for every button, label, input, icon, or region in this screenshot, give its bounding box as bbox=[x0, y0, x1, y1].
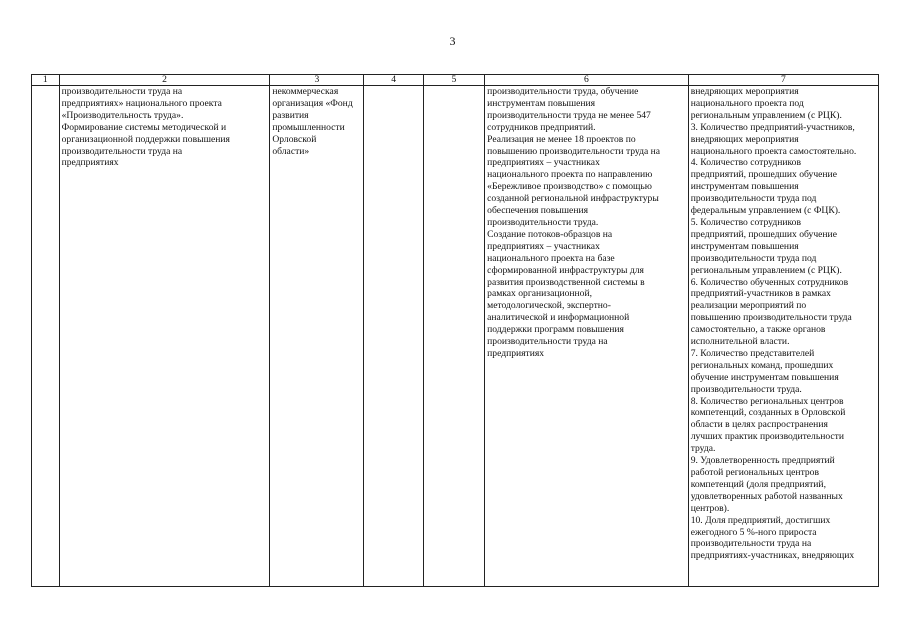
cell-measure-name: производительности труда на предприятиях» национального проекта «Производительность труда». Формирование системы методической и организационной поддержки повышения производительности труда на предприятиях bbox=[59, 86, 270, 587]
column-header-6: 6 bbox=[485, 75, 689, 86]
column-header-5: 5 bbox=[423, 75, 484, 86]
column-header-4: 4 bbox=[364, 75, 423, 86]
document-table bbox=[31, 74, 879, 587]
cell-number bbox=[32, 86, 60, 587]
column-header-1: 1 bbox=[32, 75, 60, 86]
cell-responsible: некоммерческая организация «Фонд развития промышленности Орловской области» bbox=[270, 86, 364, 587]
cell-end-date bbox=[423, 86, 484, 587]
column-header-3: 3 bbox=[270, 75, 364, 86]
column-header-2: 2 bbox=[59, 75, 270, 86]
cell-expected-result: производительности труда, обучение инструментам повышения производительности труда не менее 547 сотрудников предприятий. Реализация не менее 18 проектов по повышению производительности труда на предприятиях – участниках национального проекта по направлению «Бережливое производство» с помощью созданной региональной инфраструктуры обеспечения повышения производительности труда. Создание потоков-образцов на предприятиях – участниках национального проекта на базе сформированной инфраструктуры для развития производственной системы в рамках организационной, методологической, экспертно- аналитической и информационной поддержки программ повышения производительности труда на предприятиях bbox=[485, 86, 689, 587]
page-number: 3 bbox=[449, 34, 456, 48]
cell-indicators: внедряющих мероприятия национального проекта под региональным управлением (с РЦК). 3. Количество предприятий-участников, внедряющих мероприятия национального проекта самостоятельно. 4. Количество сотрудников предприятий, прошедших обучение инструментам повышения производительности труда под федеральным управлением (с ФЦК). 5. Количество сотрудников предприятий, прошедших обучение инструментам повышения производительности труда под региональным управлением (с РЦК). 6. Количество обученных сотрудников предприятий-участников в рамках реализации мероприятий по повышению производительности труда самостоятельно, а также органов исполнительной власти. 7. Количество представителей региональных команд, прошедших обучение инструментам повышения производительности труда. 8. Количество региональных центров компетенций, созданных в Орловской области в целях распространения лучших практик производительности труда. 9. Удовлетворенность предприятий работой региональных центров компетенций (доля предприятий, удовлетворенных работой названных центров). 10. Доля предприятий, достигших ежегодного 5 %-ного прироста производительности труда на предприятиях-участниках, внедряющих bbox=[688, 86, 878, 587]
header-row bbox=[32, 75, 879, 86]
cell-start-date bbox=[364, 86, 423, 587]
table-row bbox=[32, 86, 879, 587]
column-header-7: 7 bbox=[688, 75, 878, 86]
